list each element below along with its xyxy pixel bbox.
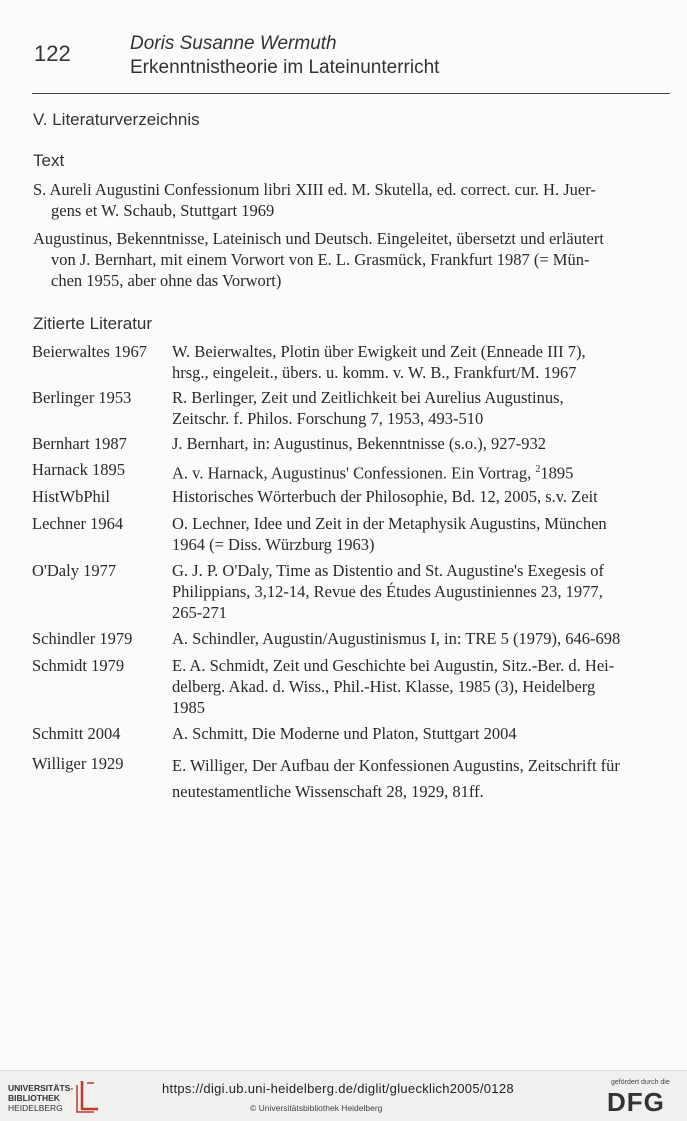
library-name-line: BIBLIOTHEK	[8, 1093, 60, 1103]
text-entry	[33, 228, 670, 291]
ref-key: Beierwaltes 1967	[32, 342, 148, 361]
ref-key: Schmitt 2004	[32, 724, 121, 743]
ref-line: hrsg., eingeleit., übers. u. komm. v. W. B., Frankfurt/M. 1967	[172, 363, 577, 382]
library-mark-icon	[72, 1079, 100, 1113]
footer-copyright: © Universitätsbibliothek Heidelberg	[250, 1103, 383, 1113]
edition-superscript: 2	[535, 464, 541, 475]
library-name-line: HEIDELBERG	[8, 1103, 63, 1113]
ref-line: A. Schindler, Augustin/Augustinismus I, in: TRE 5 (1979), 646-698	[172, 629, 621, 648]
header-rule	[32, 93, 670, 94]
page-number: 122	[34, 41, 71, 66]
ref-key: Schmidt 1979	[32, 656, 125, 675]
ref-body	[172, 723, 670, 744]
ref-line: Zeitschr. f. Philos. Forschung 7, 1953, 493-510	[172, 409, 484, 428]
ref-line: Historisches Wörterbuch der Philosophie, Bd. 12, 2005, s.v. Zeit	[172, 487, 598, 506]
text-entry	[33, 179, 670, 221]
ref-body	[172, 341, 670, 383]
ref-body	[172, 628, 670, 649]
text-entry-line: Augustinus, Bekenntnisse, Lateinisch und Deutsch. Eingeleitet, übersetzt und erläutert	[33, 229, 604, 248]
footer-bar	[0, 1070, 687, 1121]
section-title: V. Literaturverzeichnis	[33, 110, 200, 129]
ref-key: Schindler 1979	[32, 629, 133, 648]
ref-line: A. Schmitt, Die Moderne und Platon, Stuttgart 2004	[172, 724, 517, 743]
dfg-logo: DFG	[607, 1087, 665, 1117]
ref-line	[172, 459, 670, 484]
text-heading: Text	[33, 151, 65, 170]
ref-key: O'Daly 1977	[32, 561, 117, 580]
ref-body	[172, 753, 670, 805]
ref-line: 265-271	[172, 603, 227, 622]
ref-key: Lechner 1964	[32, 514, 124, 533]
ref-key: Bernhart 1987	[32, 434, 127, 453]
ref-line: delberg. Akad. d. Wiss., Phil.-Hist. Klasse, 1985 (3), Heidelberg	[172, 677, 596, 696]
cited-heading: Zitierte Literatur	[33, 314, 153, 333]
text-entry-line: gens et W. Schaub, Stuttgart 1969	[51, 201, 275, 220]
ref-line: 1964 (= Diss. Würzburg 1963)	[172, 535, 375, 554]
funded-by-label: gefördert durch die	[611, 1079, 670, 1086]
ref-body	[172, 655, 670, 718]
ref-line: E. Williger, Der Aufbau der Konfessionen Augustins, Zeitschrift für	[172, 756, 620, 775]
ref-key: Williger 1929	[32, 754, 124, 773]
ref-body	[172, 560, 670, 623]
digital-object-url[interactable]: https://digi.ub.uni-heidelberg.de/diglit/gluecklich2005/0128	[162, 1081, 514, 1096]
ref-body	[172, 433, 670, 454]
ref-body	[172, 387, 670, 429]
ref-body	[172, 513, 670, 555]
ref-body	[172, 486, 670, 507]
ref-key: HistWbPhil	[32, 487, 110, 506]
ref-line: Philippians, 3,12-14, Revue des Études Augustiniennes 23, 1977,	[172, 582, 603, 601]
ref-text: A. v. Harnack, Augustinus' Confessionen. Ein Vortrag,	[172, 463, 536, 483]
library-logo	[8, 1083, 73, 1113]
ref-line: E. A. Schmidt, Zeit und Geschichte bei Augustin, Sitz.-Ber. d. Hei-	[172, 656, 615, 675]
ref-line: O. Lechner, Idee und Zeit in der Metaphysik Augustins, München	[172, 514, 607, 533]
ref-line: neutestamentliche Wissenschaft 28, 1929, 81ff.	[172, 782, 484, 801]
ref-line: G. J. P. O'Daly, Time as Distentio and St. Augustine's Exegesis of	[172, 561, 605, 580]
ref-line: R. Berlinger, Zeit und Zeitlichkeit bei Aurelius Augustinus,	[172, 388, 564, 407]
ref-key: Harnack 1895	[32, 460, 126, 479]
ref-body	[172, 459, 670, 484]
text-entry-line: chen 1955, aber ohne das Vorwort)	[51, 271, 282, 290]
text-entry-line: von J. Bernhart, mit einem Vorwort von E. L. Grasmück, Frankfurt 1987 (= Mün-	[51, 250, 590, 269]
ref-key: Berlinger 1953	[32, 388, 132, 407]
ref-line: 1985	[172, 698, 205, 717]
library-name-line: UNIVERSITÄTS-	[8, 1083, 74, 1093]
ref-line: W. Beierwaltes, Plotin über Ewigkeit und Zeit (Enneade III 7),	[172, 342, 586, 361]
ref-text: 1895	[540, 463, 574, 483]
header-title: Erkenntnistheorie im Lateinunterricht	[130, 57, 440, 78]
ref-line: J. Bernhart, in: Augustinus, Bekenntnisse (s.o.), 927-932	[172, 434, 546, 453]
header-author: Doris Susanne Wermuth	[130, 33, 337, 54]
text-entry-line: S. Aureli Augustini Confessionum libri XIII ed. M. Skutella, ed. correct. cur. H. Juer-	[33, 180, 596, 199]
